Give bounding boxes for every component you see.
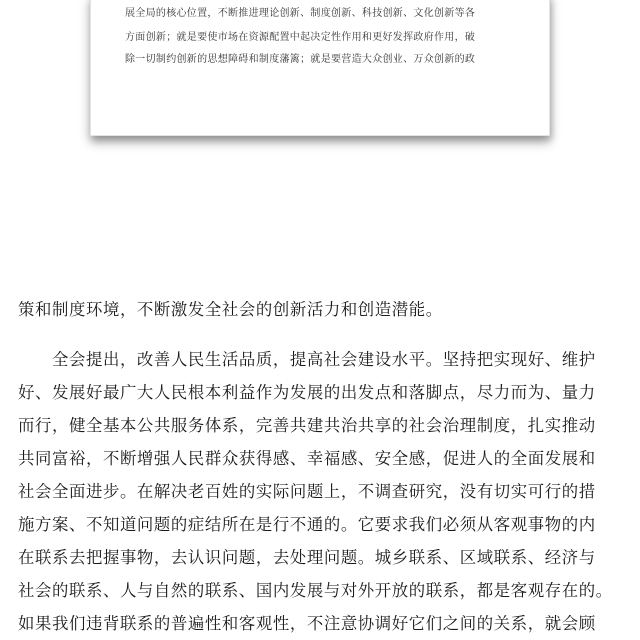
- embedded-page-image: [90, 0, 550, 136]
- body-text-line: 全会提出，改善人民生活品质，提高社会建设水平。坚持把实现好、维护: [18, 350, 596, 369]
- body-text-line: 而行，健全基本公共服务体系，完善共建共治共享的社会治理制度，扎实推动: [18, 416, 596, 435]
- body-text-line: 施方案、不知道问题的症结所在是行不通的。它要求我们必须从客观事物的内: [18, 515, 596, 534]
- body-text-line: 好、发展好最广大人民根本利益作为发展的出发点和落脚点，尽力而为、量力: [18, 383, 596, 402]
- card-text-line: 展全局的核心位置，不断推进理论创新、制度创新、科技创新、文化创新等各: [125, 8, 476, 19]
- body-text-line: 策和制度环境，不断激发全社会的创新活力和创造潜能。: [18, 300, 443, 319]
- body-text-line: 社会的联系、人与自然的联系、国内发展与对外开放的联系，都是客观存在的。: [18, 581, 613, 600]
- card-text-line: 除一切制约创新的思想障碍和制度藩篱；就是要营造大众创业、万众创新的政: [125, 54, 476, 65]
- body-text-line: 社会全面进步。在解决老百姓的实际问题上，不调查研究，没有切实可行的措: [18, 482, 596, 501]
- card-text-line: 方面创新；就是要使市场在资源配置中起决定性作用和更好发挥政府作用，破: [125, 32, 476, 43]
- body-text-line: 共同富裕，不断增强人民群众获得感、幸福感、安全感，促进人的全面发展和: [18, 449, 596, 468]
- body-text-line: 在联系去把握事物，去认识问题，去处理问题。城乡联系、区域联系、经济与: [18, 548, 596, 567]
- body-text-line: 如果我们违背联系的普遍性和客观性，不注意协调好它们之间的关系，就会顾: [18, 614, 596, 633]
